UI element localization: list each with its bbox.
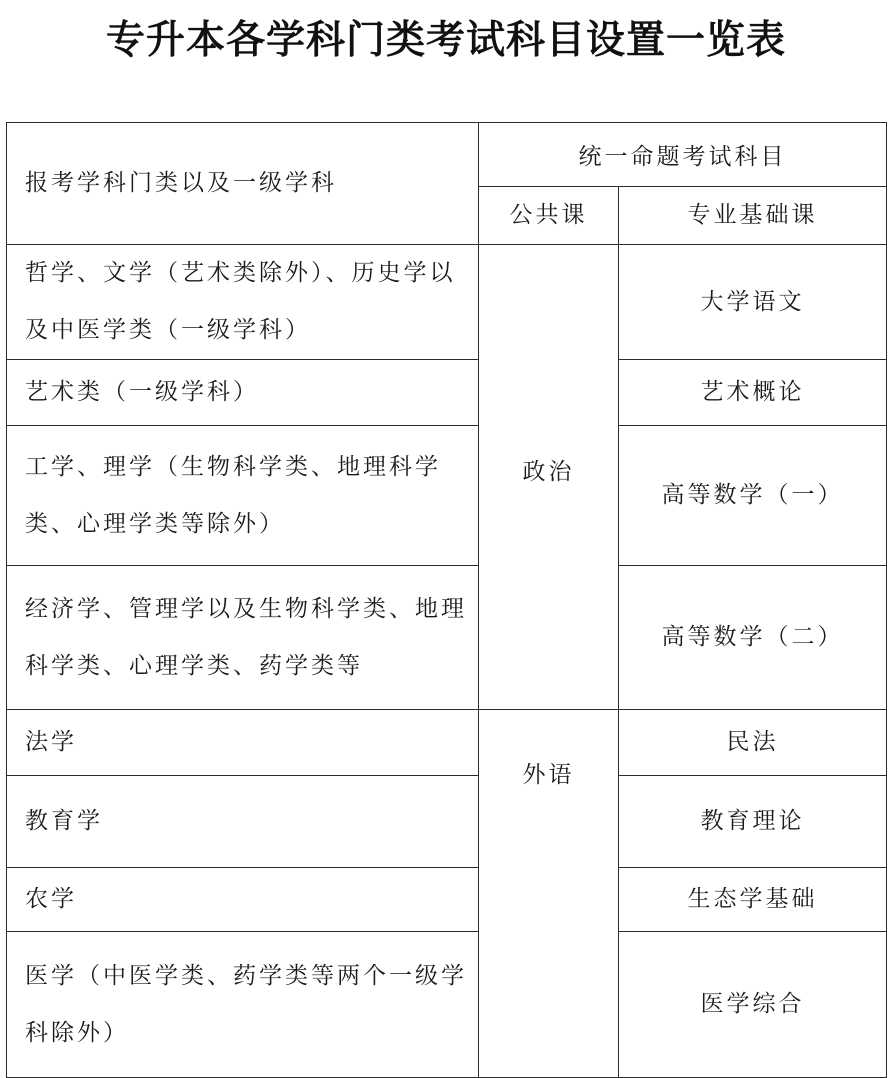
table-row-category: 哲学、文学（艺术类除外）、历史学以及中医学类（一级学科） [7,245,479,360]
header-professional-course: 专业基础课 [619,187,887,245]
table-row-professional: 生态学基础 [619,868,887,932]
exam-subjects-table [6,122,887,1078]
table-row-professional: 医学综合 [619,932,887,1078]
table-row-category: 医学（中医学类、药学类等两个一级学科除外） [7,932,479,1078]
header-unified-exam: 统一命题考试科目 [479,123,887,187]
table-row-professional: 民法 [619,710,887,776]
header-category: 报考学科门类以及一级学科 [7,123,479,245]
table-row-category: 艺术类（一级学科） [7,360,479,426]
table-row-category: 工学、理学（生物科学类、地理科学类、心理学类等除外） [7,426,479,566]
public-course-politics-label: 政治 [522,458,575,485]
table-row-category: 经济学、管理学以及生物科学类、地理科学类、心理学类、药学类等 [7,566,479,710]
table-row-category: 法学 [7,710,479,776]
header-public-course: 公共课 [479,187,619,245]
public-course-foreign-language-label: 外语 [522,762,575,788]
table-row-category: 农学 [7,868,479,932]
table-row-professional: 高等数学（二） [619,566,887,710]
page-title: 专升本各学科门类考试科目设置一览表 [105,18,786,63]
table-row-category: 教育学 [7,776,479,868]
table-row-professional: 艺术概论 [619,360,887,426]
public-course-politics [479,245,619,710]
table-row-professional: 教育理论 [619,776,887,868]
table-row-professional: 高等数学（一） [619,426,887,566]
table-row-professional: 大学语文 [619,245,887,360]
public-course-foreign-language [479,710,619,1078]
